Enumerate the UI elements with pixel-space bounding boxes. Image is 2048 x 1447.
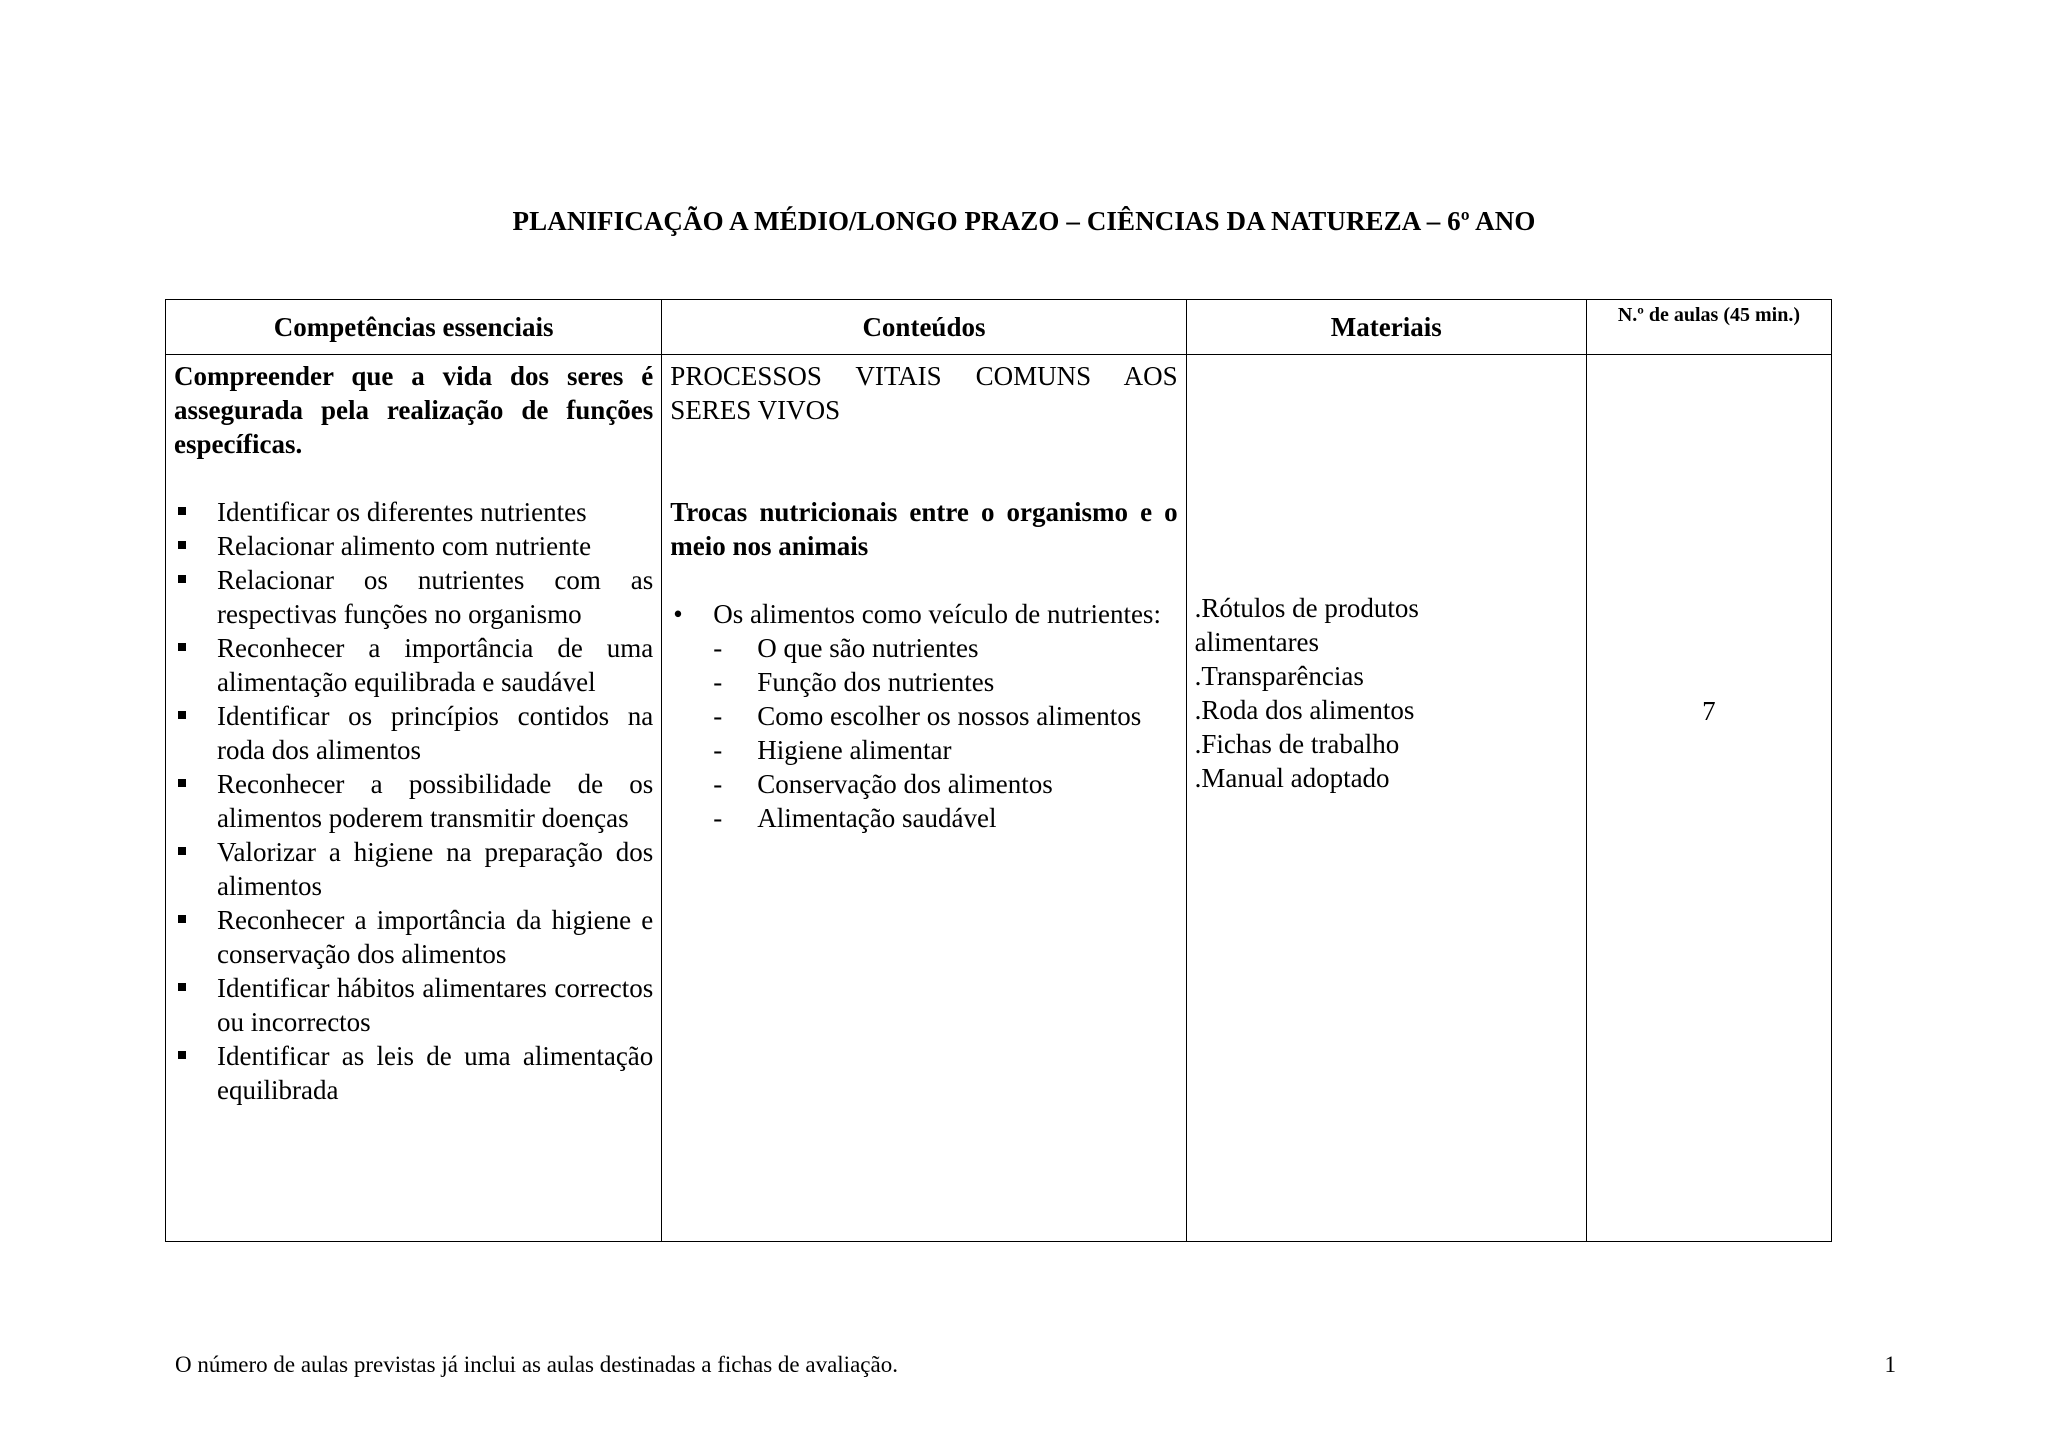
- materiais-line: alimentares: [1194, 627, 1320, 657]
- cell-conteudos: [662, 355, 1186, 1242]
- dash-bullet-icon: -: [713, 769, 723, 799]
- cell-competencias: [166, 355, 662, 1242]
- conteudos-topic: PROCESSOS VITAIS COMUNS AOS SERES VIVOS: [670, 361, 1178, 425]
- list-item: - Como escolher os nossos alimentos: [713, 701, 1142, 731]
- list-item: Valorizar a higiene na preparação dos alimentos: [174, 835, 653, 903]
- conteudos-sublist: [670, 631, 1177, 835]
- square-bullet-icon: [178, 779, 186, 787]
- header-competencias: Competências essenciais: [166, 300, 662, 355]
- footer-note: O número de aulas previstas já inclui as aulas destinadas a fichas de avaliação.: [175, 1352, 898, 1377]
- cell-materiais: [1186, 355, 1586, 1242]
- list-item: Identificar os diferentes nutrientes: [174, 495, 653, 529]
- list-item: - Alimentação saudável: [713, 803, 997, 833]
- list-item: Reconhecer a importância da higiene e conservação dos alimentos: [174, 903, 653, 971]
- square-bullet-icon: [178, 643, 186, 651]
- dash-bullet-icon: -: [713, 633, 723, 663]
- square-bullet-icon: [178, 983, 186, 991]
- list-item: Reconhecer a importância de uma alimentação equilibrada e saudável: [174, 631, 653, 699]
- list-item: - Conservação dos alimentos: [713, 769, 1053, 799]
- materiais-line: .Transparências: [1194, 661, 1364, 691]
- table-header-row: [166, 300, 1832, 355]
- list-item: Identificar as leis de uma alimentação equilibrada: [174, 1039, 653, 1107]
- square-bullet-icon: [178, 847, 186, 855]
- dash-bullet-icon: -: [713, 701, 723, 731]
- round-bullet-icon: •: [673, 599, 683, 629]
- materiais-line: .Fichas de trabalho: [1194, 729, 1400, 759]
- aulas-count: 7: [1702, 696, 1716, 726]
- conteudos-bullet: • Os alimentos como veículo de nutrientes:: [673, 599, 1161, 629]
- square-bullet-icon: [178, 915, 186, 923]
- table-row: [166, 355, 1832, 1242]
- list-item: - O que são nutrientes: [713, 633, 979, 663]
- cell-aulas: [1586, 355, 1831, 1242]
- list-item: Relacionar os nutrientes com as respectivas funções no organismo: [174, 563, 653, 631]
- conteudos-subheading: Trocas nutricionais entre o organismo e o meio nos animais: [670, 497, 1178, 561]
- list-item: - Função dos nutrientes: [713, 667, 995, 697]
- square-bullet-icon: [178, 507, 186, 515]
- materiais-line: .Rótulos de produtos: [1194, 593, 1419, 623]
- square-bullet-icon: [178, 541, 186, 549]
- page-number: 1: [1884, 1352, 1896, 1377]
- materiais-line: .Manual adoptado: [1194, 763, 1390, 793]
- list-item: Identificar os princípios contidos na roda dos alimentos: [174, 699, 653, 767]
- square-bullet-icon: [178, 575, 186, 583]
- square-bullet-icon: [178, 1051, 186, 1059]
- dash-bullet-icon: -: [713, 803, 723, 833]
- list-item: Relacionar alimento com nutriente: [174, 529, 653, 563]
- square-bullet-icon: [178, 711, 186, 719]
- document-title: PLANIFICAÇÃO A MÉDIO/LONGO PRAZO – CIÊNCIAS DA NATUREZA – 6º ANO: [512, 206, 1536, 236]
- header-aulas: N.º de aulas (45 min.): [1586, 300, 1831, 355]
- planning-table: [165, 299, 1832, 1242]
- list-item: - Higiene alimentar: [713, 735, 952, 765]
- list-item: Reconhecer a possibilidade de os alimentos poderem transmitir doenças: [174, 767, 653, 835]
- header-materiais: Materiais: [1186, 300, 1586, 355]
- header-conteudos: Conteúdos: [662, 300, 1186, 355]
- list-item: Identificar hábitos alimentares correctos ou incorrectos: [174, 971, 653, 1039]
- dash-bullet-icon: -: [713, 667, 723, 697]
- materiais-line: .Roda dos alimentos: [1194, 695, 1415, 725]
- competencias-list: [174, 495, 653, 1107]
- dash-bullet-icon: -: [713, 735, 723, 765]
- competencias-heading: Compreender que a vida dos seres é assegurada pela realização de funções específicas.: [174, 361, 654, 459]
